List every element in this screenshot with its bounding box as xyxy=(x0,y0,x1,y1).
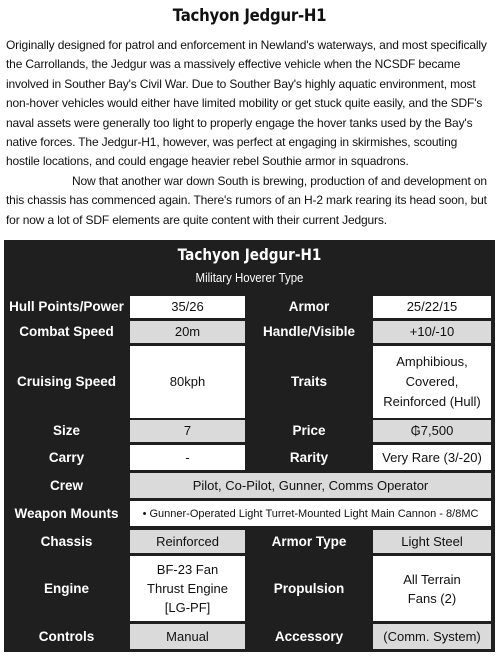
card-subtitle: Military Hoverer Type xyxy=(195,270,304,285)
label-propulsion: Propulsion xyxy=(246,556,372,621)
label-traits: Traits xyxy=(246,346,372,418)
label-carry: Carry xyxy=(4,445,129,470)
label-armor-type: Armor Type xyxy=(246,530,372,553)
label-combat-speed: Combat Speed xyxy=(4,321,129,343)
label-crew: Crew xyxy=(4,473,129,498)
label-accessory: Accessory xyxy=(246,624,372,649)
value-accessory: (Comm. System) xyxy=(373,624,491,649)
value-combat-speed: 20m xyxy=(130,321,245,343)
label-cruising-speed: Cruising Speed xyxy=(4,346,129,418)
value-carry: - xyxy=(130,445,245,470)
label-rarity: Rarity xyxy=(246,445,372,470)
label-size: Size xyxy=(4,420,129,442)
card-title: Tachyon Jedgur-H1 xyxy=(177,245,322,264)
value-propulsion: All Terrain Fans (2) xyxy=(373,556,491,621)
label-armor: Armor xyxy=(246,296,372,318)
value-armor-type: Light Steel xyxy=(373,530,491,553)
label-hull-points-power: Hull Points/Power xyxy=(4,296,129,318)
value-price: ₲7,500 xyxy=(373,420,491,442)
value-rarity: Very Rare (3/-20) xyxy=(373,445,491,470)
label-weapon-mounts: Weapon Mounts xyxy=(4,501,129,526)
value-size: 7 xyxy=(130,420,245,442)
intro-paragraph-1: Originally designed for patrol and enforcement in Newland's waterways, and most specifically the Carrollands, the Jedgur was a massively effective vehicle when the NCSDF became involved in Souther Bay's Civil War. Due to Souther Bay's highly aquatic environment, most non-hover vehicles would either have limited mobility or get stuck quite easily, and the SDF's naval assets were generally too light to properly engage the hover tanks used by the Bay's native forces. The Jedgur-H1, however, was perfect at engaging in skirmishes, scouting hostile locations, and could engage heavier rebel Southie armor in squadrons. xyxy=(6,38,487,169)
intro-paragraph-2: Now that another war down South is brewing, production of and development on this chassis has commenced again. There's rumors of an H-2 mark rearing its head soon, but for now a lot of SDF elements are quite content with their current Jedgurs. xyxy=(6,173,487,227)
value-controls: Manual xyxy=(130,624,245,649)
value-armor: 25/22/15 xyxy=(373,296,491,318)
value-engine: BF-23 Fan Thrust Engine [LG-PF] xyxy=(130,556,245,621)
label-engine: Engine xyxy=(4,556,129,621)
label-handle-visible: Handle/Visible xyxy=(246,321,372,343)
label-controls: Controls xyxy=(4,624,129,649)
value-crew: Pilot, Co-Pilot, Gunner, Comms Operator xyxy=(130,473,491,498)
vehicle-stat-card xyxy=(4,240,495,652)
label-chassis: Chassis xyxy=(4,530,129,553)
value-traits: Amphibious, Covered, Reinforced (Hull) xyxy=(373,346,491,418)
value-handle-visible: +10/-10 xyxy=(373,321,491,343)
value-weapon-mounts: • Gunner-Operated Light Turret-Mounted Light Main Cannon - 8/8MC xyxy=(130,501,491,526)
value-cruising-speed: 80kph xyxy=(130,346,245,418)
intro-text xyxy=(6,36,493,230)
document-title: Tachyon Jedgur-H1 xyxy=(172,6,327,26)
label-price: Price xyxy=(246,420,372,442)
value-hull-points-power: 35/26 xyxy=(130,296,245,318)
value-chassis: Reinforced xyxy=(130,530,245,553)
